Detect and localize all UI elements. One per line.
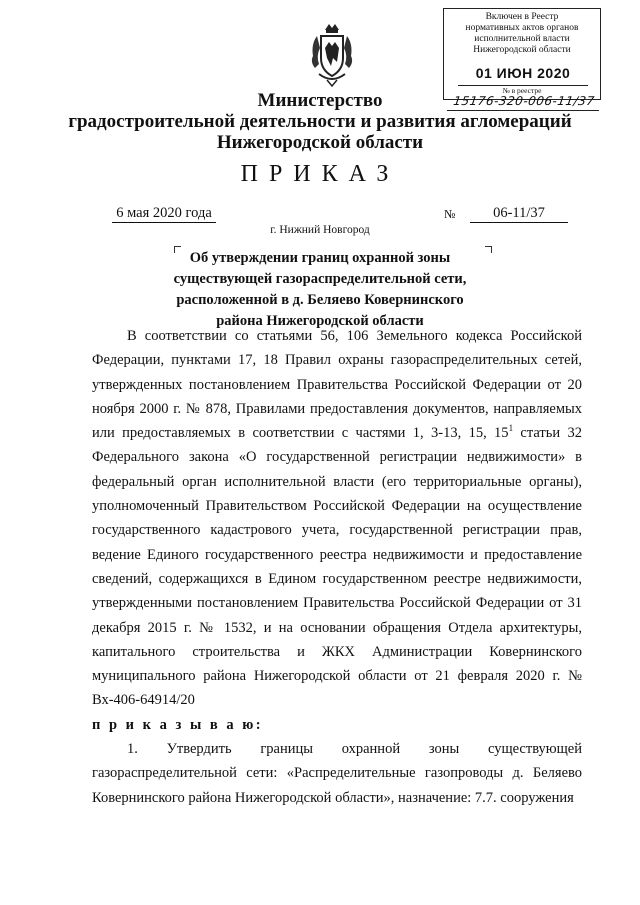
- superscript: 1: [508, 423, 514, 434]
- document-type-title: ПРИКАЗ: [240, 161, 400, 187]
- preamble-text: В соответствии со статьями 56, 106 Земельного кодекса Российской Федерации, пунктами 17, 18 Правил охраны газораспределительных сетей, утвержденных постановлением Правительства Российской Федерации от 20 ноября 2000 г. № 878, Правилами предоставления документов, направляемых или предоставляемых в соответствии с частями 1, 3-13, 15, 15: [92, 328, 582, 442]
- stamp-line: Включен в Реестр: [485, 12, 559, 22]
- order-subject: Об утверждении границ охранной зоны существующей газораспределительной сети, расположенной в д. Беляево Ковернинского района Нижегородской области: [173, 250, 467, 329]
- coat-of-arms-icon: [307, 22, 357, 88]
- order-number: 06-11/37: [470, 205, 568, 223]
- document-body: [92, 324, 582, 810]
- city: г. Нижний Новгород: [270, 224, 370, 236]
- stamp-date: 01 ИЮН 2020: [475, 65, 571, 81]
- stamp-line: Нижегородской области: [473, 45, 571, 55]
- order-item-1: 1. Утвердить границы охранной зоны существующей газораспределительной сети: «Распределительные газопроводы д. Беляево Ковернинского района Нижегородской области», назначение: 7.7. сооружения: [92, 741, 582, 806]
- registry-number: 15176-320-006-11/37: [452, 94, 596, 108]
- number-sign: №: [444, 207, 456, 221]
- ministry-title: градостроительной деятельности и развития агломераций: [68, 111, 572, 132]
- registry-stamp: [443, 8, 601, 100]
- stamp-registry-caption: № в реестре: [502, 86, 542, 95]
- ministry-title: Нижегородской области: [216, 132, 424, 153]
- stamp-line: нормативных актов органов: [465, 23, 579, 33]
- preamble-text: статьи 32 Федерального закона «О государственной регистрации недвижимости» в федеральный орган исполнительной власти (его территориальные органы), уполномоченный Правительством Российской Федерации на осуществление государственного кадастрового учета, государственной регистрации прав, ведение Единого государственного реестра недвижимости и предоставление сведений, содержащихся в Едином государственном реестре недвижимости, утвержденными постановлением Правительства Российской Федерации от 31 декабря 2015 г. № 1532, и на основании обращения Отдела архитектуры, капитального строительства и ЖКХ Администрации Ковернинского муниципального района Нижегородской области от 21 февраля 2020 г. № Вх-406-64914/20: [92, 425, 582, 709]
- bracket-corner-right: [485, 246, 492, 253]
- ministry-title: Министерство: [257, 90, 383, 111]
- order-date: 6 мая 2020 года: [112, 205, 216, 223]
- order-directive-word: п р и к а з ы в а ю:: [92, 716, 264, 733]
- stamp-line: исполнительной власти: [474, 34, 570, 44]
- preamble-paragraph: [92, 324, 582, 713]
